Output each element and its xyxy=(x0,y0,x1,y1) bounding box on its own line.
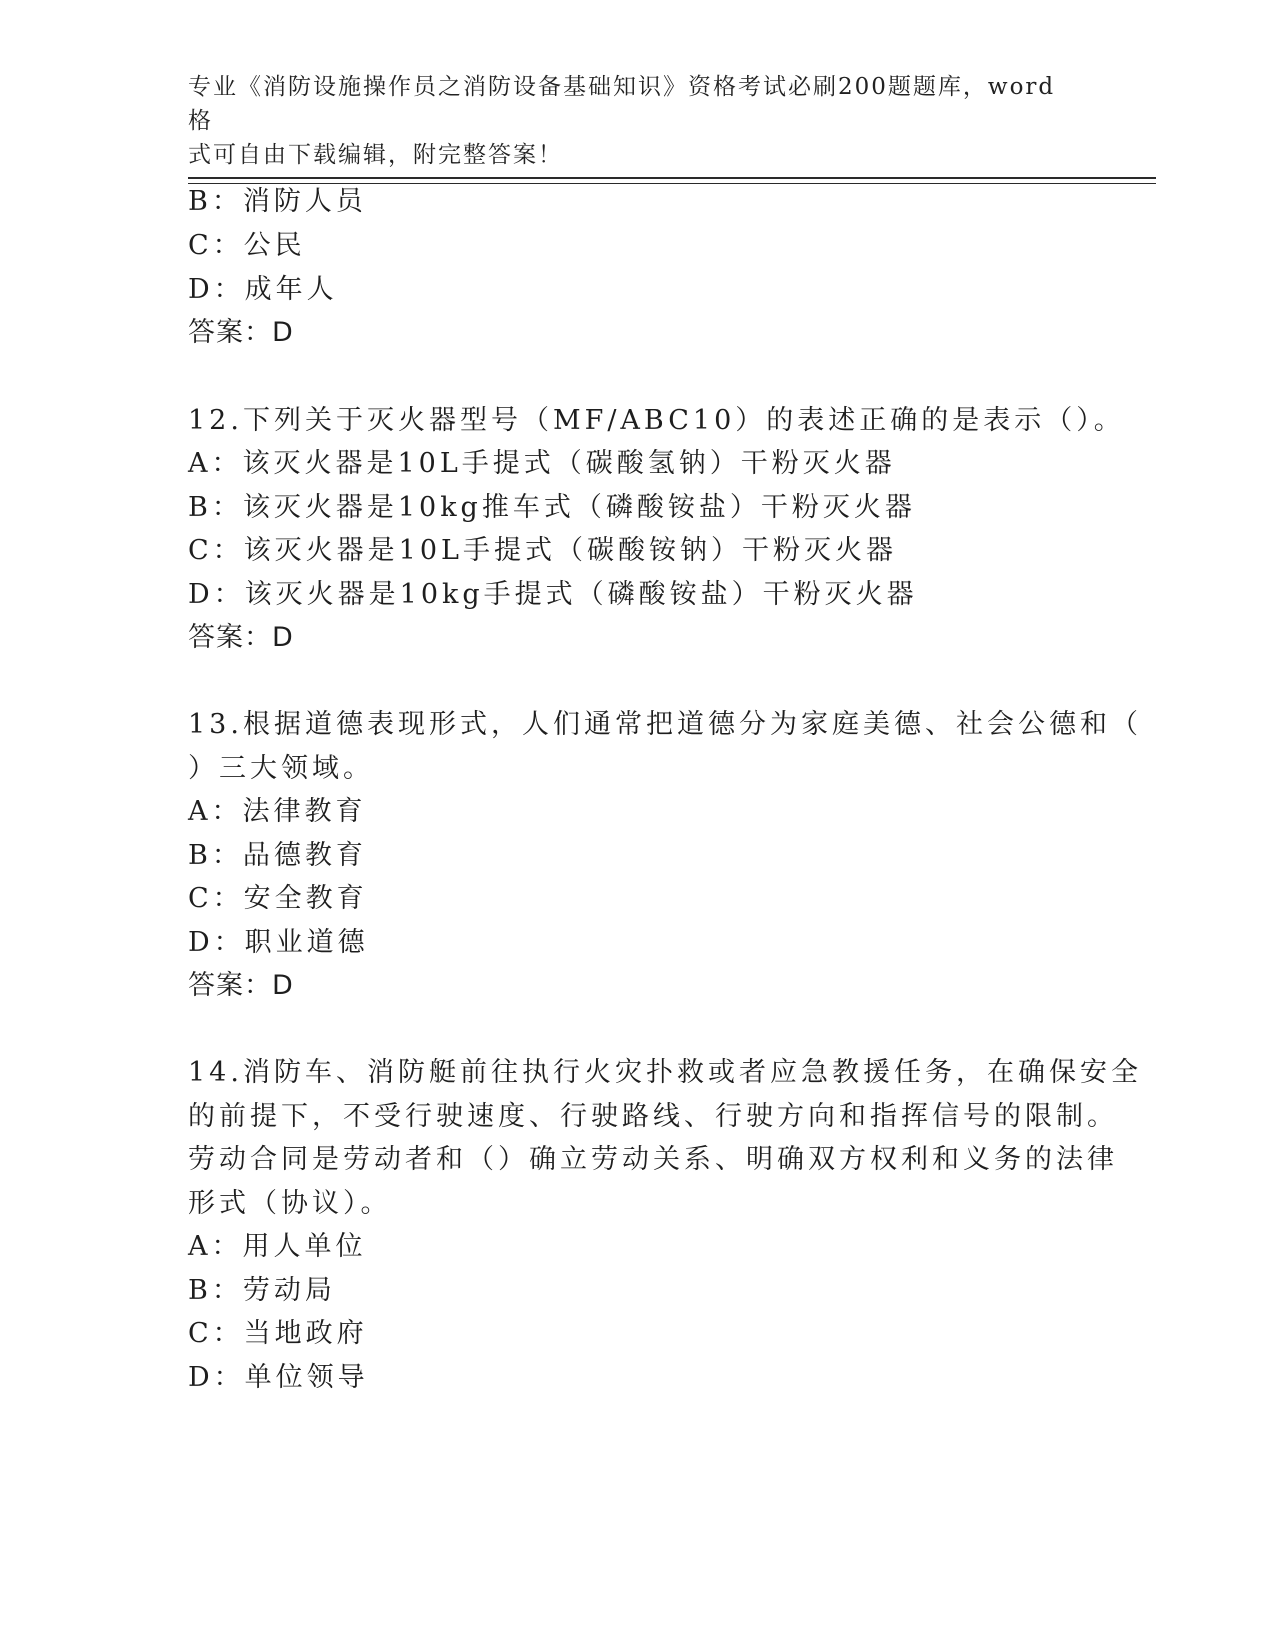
header-title-line-1: 专业《消防设施操作员之消防设备基础知识》资格考试必刷200题题库，word格 xyxy=(188,74,1056,134)
q14-option-a: A：用人单位 xyxy=(188,1231,367,1262)
q11-option-b: B：消防人员 xyxy=(188,186,367,217)
q13-stem-line-1: 13.根据道德表现形式，人们通常把道德分为家庭美德、社会公德和（ xyxy=(188,709,1142,740)
header-title-line-2: 式可自由下载编辑，附完整答案！ xyxy=(188,142,563,168)
q14-stem-line-3: 劳动合同是劳动者和（）确立劳动关系、明确双方权利和义务的法律 xyxy=(188,1144,1118,1175)
q14-stem-line-4: 形式（协议）。 xyxy=(188,1188,392,1219)
q14-stem-line-1: 14.消防车、消防艇前往执行火灾扑救或者应急教援任务，在确保安全 xyxy=(188,1057,1142,1088)
q11-option-c: C：公民 xyxy=(188,230,306,261)
q13-option-c: C：安全教育 xyxy=(188,883,368,914)
q13-option-b: B：品德教育 xyxy=(188,840,367,871)
document-header xyxy=(188,70,1068,172)
header-divider-thick xyxy=(188,177,1156,179)
q14-option-d: D：单位领导 xyxy=(188,1362,369,1393)
q12-option-c: C：该灭火器是10L手提式（碳酸铵钠）干粉灭火器 xyxy=(188,535,897,566)
q12-option-a: A：该灭火器是10L手提式（碳酸氢钠）干粉灭火器 xyxy=(188,448,896,479)
q11-answer: 答案：D xyxy=(188,317,294,348)
q12-stem: 12.下列关于灭火器型号（MF/ABC10）的表述正确的是表示（）。 xyxy=(188,405,1125,436)
q12-option-d: D：该灭火器是10kg手提式（磷酸铵盐）干粉灭火器 xyxy=(188,579,918,610)
q13-option-a: A：法律教育 xyxy=(188,796,367,827)
q13-stem-line-2: ）三大领域。 xyxy=(188,753,374,784)
q13-answer: 答案：D xyxy=(188,970,294,1001)
q14-stem-line-2: 的前提下，不受行驶速度、行驶路线、行驶方向和指挥信号的限制。 xyxy=(188,1101,1118,1132)
q12-option-b: B：该灭火器是10kg推车式（磷酸铵盐）干粉灭火器 xyxy=(188,492,916,523)
q12-answer: 答案：D xyxy=(188,622,294,653)
q14-option-b: B：劳动局 xyxy=(188,1275,336,1306)
q11-option-d: D：成年人 xyxy=(188,274,338,305)
q14-option-c: C：当地政府 xyxy=(188,1318,368,1349)
q13-option-d: D：职业道德 xyxy=(188,927,369,958)
